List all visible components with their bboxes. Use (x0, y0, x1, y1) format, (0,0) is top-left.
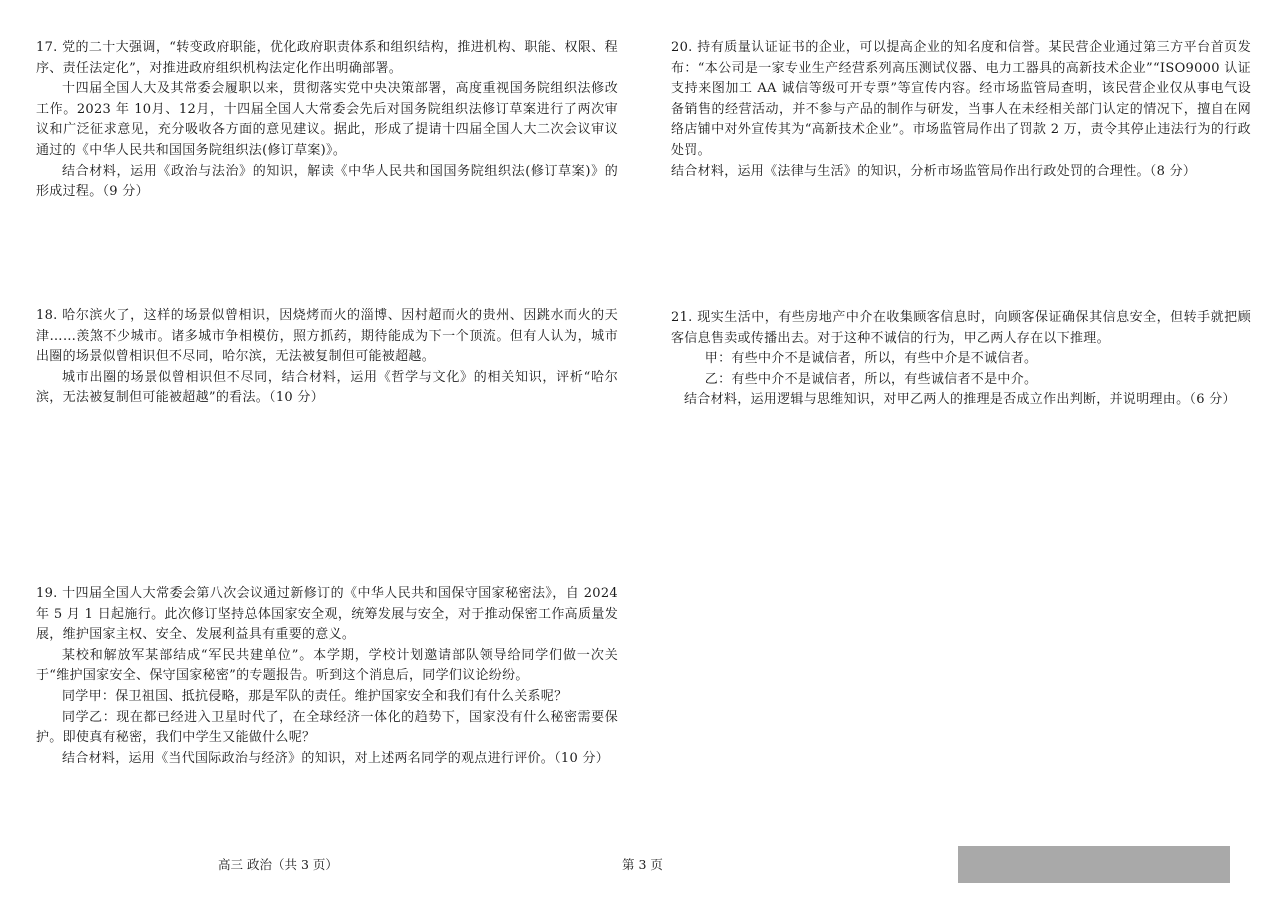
question-20 (671, 38, 1251, 182)
footer-subject: 高三 政治（共 3 页） (218, 857, 338, 872)
q19-prompt: 结合材料，运用《当代国际政治与经济》的知识，对上述两名同学的观点进行评价。（10 分） (62, 750, 610, 766)
q19-material: 某校和解放军某部结成“军民共建单位”。本学期，学校计划邀请部队领导给同学们做一次关于“维护国家安全、保守国家秘密”的专题报告。听到这个消息后，同学们议论纷纷。 (36, 647, 618, 684)
q19-student-a: 同学甲：保卫祖国、抵抗侵略，那是军队的责任。维护国家安全和我们有什么关系呢？ (62, 688, 568, 704)
q21-prompt: 结合材料，运用逻辑与思维知识，对甲乙两人的推理是否成立作出判断，并说明理由。（6 分） (684, 392, 1236, 408)
q20-stem: 20. 持有质量认证证书的企业，可以提高企业的知名度和信誉。某民营企业通过第三方平台首页发布：“本公司是一家专业生产经营系列高压测试仪器、电力工器具的高新技术企业”“ISO9000 认证支持来图加工 AA 诚信等级可开专票”等宣传内容。经市场监管局查明，该民营企业仅从事电气设备销售的经营活动，并不参与产品的制作与研发，当事人在未经相关部门认定的情况下，擅自在网络店铺中对外宣传其为“高新技术企业”。市场监管局作出了罚款 2 万，责令其停止违法行为的行政处罚。 (671, 40, 1251, 158)
q21-stem: 21. 现实生活中，有些房地产中介在收集顾客信息时，向顾客保证确保其信息安全，但转手就把顾客信息售卖或传播出去。对于这种不诚信的行为，甲乙两人存在以下推理。 (671, 310, 1251, 346)
q18-stem: 18. 哈尔滨火了，这样的场景似曾相识，因烧烤而火的淄博、因村超而火的贵州、因跳水而火的天津……羡煞不少城市。诸多城市争相模仿，照方抓药，期待能成为下一个顶流。但有人认为，城市出圈的场景似曾相识但不尽同，哈尔滨，无法被复制但可能被超越。 (36, 308, 618, 365)
q18-prompt: 城市出圈的场景似曾相识但不尽同，结合材料，运用《哲学与文化》的相关知识，评析“哈尔滨，无法被复制但可能被超越”的看法。（10 分） (36, 369, 618, 406)
question-18 (36, 306, 618, 409)
question-19 (36, 584, 618, 769)
q21-person-b: 乙：有些中介不是诚信者，所以，有些诚信者不是中介。 (704, 371, 1038, 387)
q17-stem: 17. 党的二十大强调，“转变政府职能，优化政府职责体系和组织结构，推进机构、职能、权限、程序、责任法定化”，对推进政府组织机构法定化作出明确部署。 (36, 40, 618, 76)
footer-page-number: 第 3 页 (622, 857, 663, 872)
question-17 (36, 38, 618, 203)
q19-student-b: 同学乙：现在都已经进入卫星时代了，在全球经济一体化的趋势下，国家没有什么秘密需要保护。即使真有秘密，我们中学生又能做什么呢？ (36, 709, 618, 746)
gray-redaction-box (958, 846, 1230, 883)
q19-stem: 19. 十四届全国人大常委会第八次会议通过新修订的《中华人民共和国保守国家秘密法》，自 2024年 5 月 1 日起施行。此次修订坚持总体国家安全观，统筹发展与安全，对于推动保密工作高质量发展，维护国家主权、安全、发展利益具有重要的意义。 (36, 586, 618, 643)
q17-prompt: 结合材料，运用《政治与法治》的知识，解读《中华人民共和国国务院组织法(修订草案)》的形成过程。（9 分） (36, 163, 618, 200)
q21-person-a: 甲：有些中介不是诚信者，所以，有些中介是不诚信者。 (704, 351, 1038, 367)
q17-material: 十四届全国人大及其常委会履职以来，贯彻落实党中央决策部署，高度重视国务院组织法修改工作。2023 年 10月、12月，十四届全国人大常委会先后对国务院组织法修订草案进行了两次审议和广泛征求意见，充分吸收各方面的意见建议。据此，形成了提请十四届全国人大二次会议审议通过的《中华人民共和国国务院组织法(修订草案)》。 (36, 81, 618, 158)
q20-prompt: 结合材料，运用《法律与生活》的知识，分析市场监管局作出行政处罚的合理性。（8 分） (671, 163, 1197, 179)
question-21 (671, 308, 1251, 411)
